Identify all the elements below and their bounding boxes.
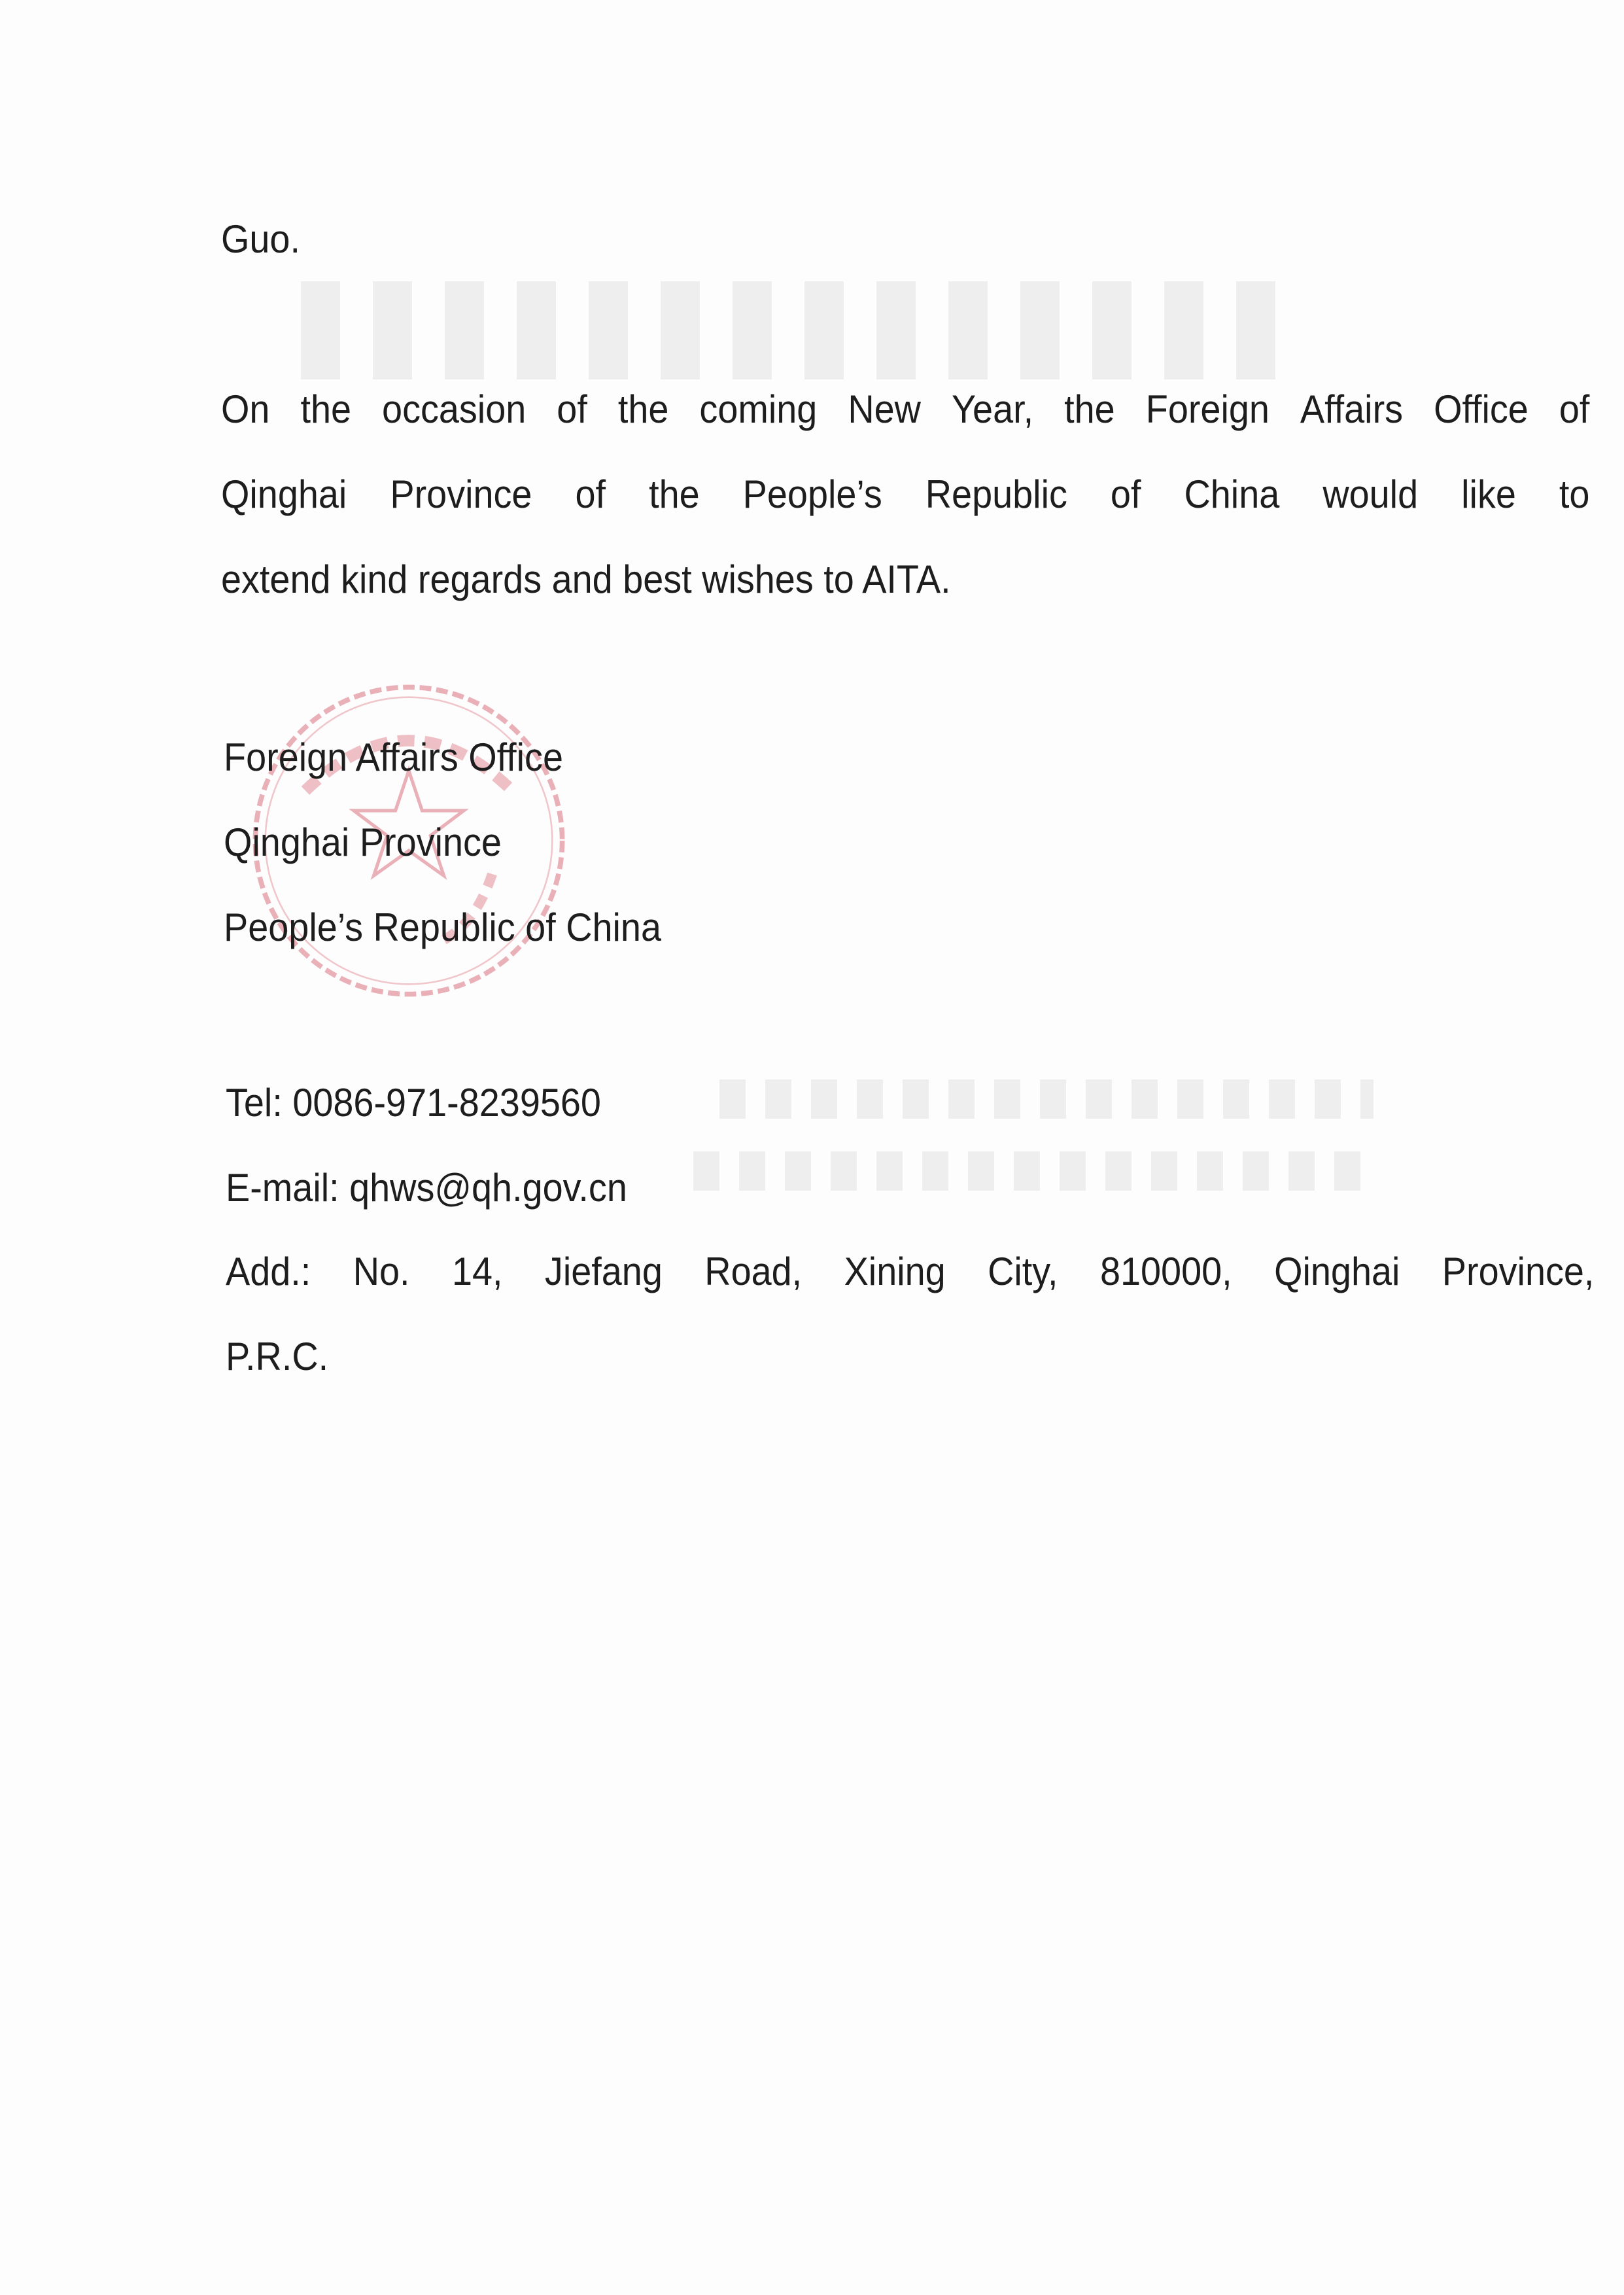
contact-tel: Tel: 0086-971-8239560 xyxy=(226,1081,601,1125)
body-line-3: extend kind regards and best wishes to AITA. xyxy=(221,557,951,601)
word: Province xyxy=(390,472,532,516)
word: of xyxy=(1559,387,1590,431)
word: Province, xyxy=(1442,1250,1595,1293)
signature-province: Qinghai Province xyxy=(224,820,502,864)
word: Affairs xyxy=(1300,387,1404,431)
salutation-tail: Guo. xyxy=(221,217,300,261)
word: City, xyxy=(988,1250,1058,1293)
word: of xyxy=(1110,472,1141,516)
word: China xyxy=(1184,472,1280,516)
word: Foreign xyxy=(1145,387,1270,431)
word: the xyxy=(300,387,352,431)
word: Add.: xyxy=(226,1250,311,1293)
word: occasion xyxy=(382,387,527,431)
word: Republic xyxy=(925,472,1067,516)
body-line-1 xyxy=(221,386,1590,433)
word: of xyxy=(575,472,606,516)
word: Road, xyxy=(704,1250,803,1293)
signature-country: People’s Republic of China xyxy=(224,905,662,949)
word: the xyxy=(649,472,700,516)
word: Year, xyxy=(951,387,1034,431)
show-through-text xyxy=(301,281,1295,379)
word: Office xyxy=(1434,387,1529,431)
word: of xyxy=(557,387,587,431)
word: the xyxy=(1064,387,1115,431)
word: the xyxy=(617,387,669,431)
word: to xyxy=(1559,472,1590,516)
word: would xyxy=(1322,472,1419,516)
word: Jiefang xyxy=(544,1250,663,1293)
word: New xyxy=(848,387,921,431)
word: like xyxy=(1461,472,1516,516)
word: No. xyxy=(353,1250,410,1293)
word: On xyxy=(221,387,270,431)
word: 810000, xyxy=(1099,1250,1232,1293)
contact-address-line-2: P.R.C. xyxy=(226,1335,329,1378)
signature-office: Foreign Affairs Office xyxy=(224,735,563,779)
contact-email: E-mail: qhws@qh.gov.cn xyxy=(226,1166,627,1210)
word: Qinghai xyxy=(221,472,347,516)
body-line-2 xyxy=(221,471,1590,518)
word: People’s xyxy=(742,472,882,516)
word: Qinghai xyxy=(1274,1250,1400,1293)
word: 14, xyxy=(451,1250,503,1293)
word: Xining xyxy=(844,1250,946,1293)
show-through-text xyxy=(719,1079,1373,1119)
show-through-text xyxy=(693,1151,1360,1191)
word: coming xyxy=(699,387,818,431)
contact-address xyxy=(226,1248,1595,1295)
